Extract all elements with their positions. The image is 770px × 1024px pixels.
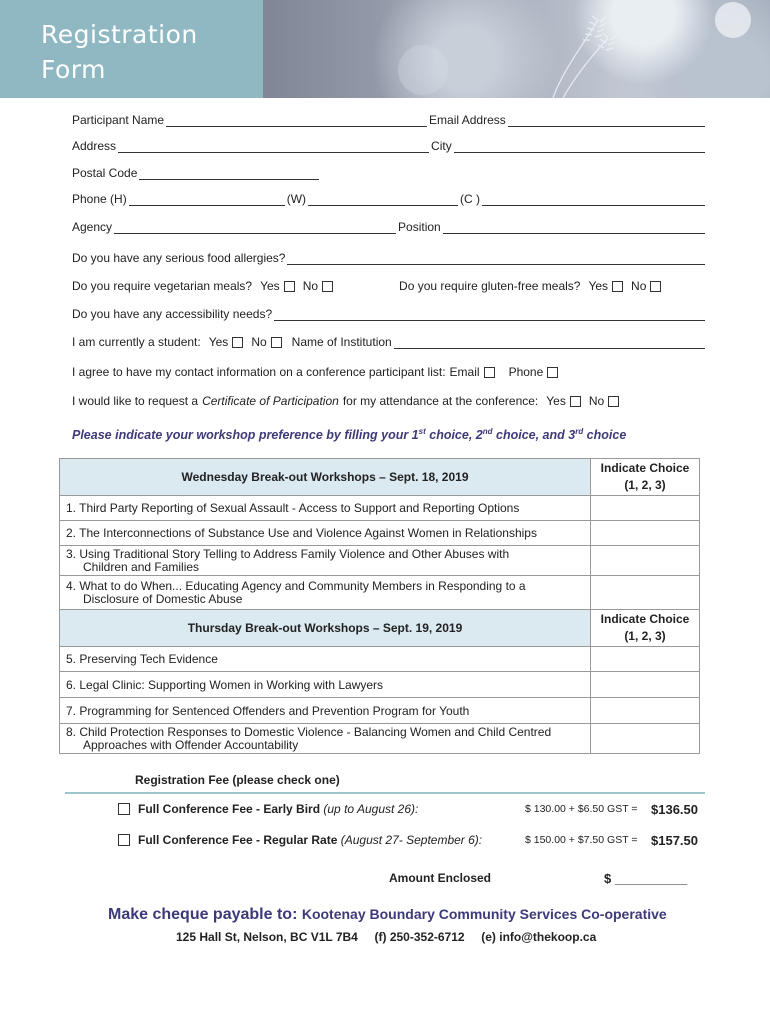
vegetarian-yes-label: Yes xyxy=(260,279,280,293)
gluten-free-no-label: No xyxy=(631,279,647,293)
row-certificate xyxy=(72,394,707,408)
thursday-header-row xyxy=(60,610,700,647)
row-student xyxy=(72,335,707,349)
gluten-free-label: Do you require gluten-free meals? xyxy=(399,279,581,293)
certificate-yes-checkbox[interactable] xyxy=(570,396,581,407)
row-accessibility xyxy=(72,307,707,321)
instruction-sup-2: nd xyxy=(482,427,493,436)
registration-fee-title: Registration Fee (please check one) xyxy=(135,773,340,787)
certificate-no-label: No xyxy=(588,394,605,408)
email-address-label: Email Address xyxy=(429,113,506,127)
position-field[interactable] xyxy=(443,222,705,234)
workshop-item-8 xyxy=(60,724,591,754)
row-postal xyxy=(72,166,707,180)
food-allergies-field[interactable] xyxy=(287,253,705,265)
instruction-sup-1: st xyxy=(418,427,426,436)
regular-rate-label xyxy=(138,833,482,847)
city-field[interactable] xyxy=(454,141,705,153)
wednesday-choice-header xyxy=(591,459,700,496)
row-address-city xyxy=(72,139,707,153)
choice-input-1[interactable] xyxy=(591,496,700,521)
workshop-item-6 xyxy=(60,672,591,698)
banner-photo xyxy=(263,0,770,98)
row-phone xyxy=(72,192,707,206)
student-label: I am currently a student: xyxy=(72,335,201,349)
address-field[interactable] xyxy=(118,141,429,153)
row-meals xyxy=(72,279,707,293)
regular-rate-calc: $ 150.00 + $7.50 GST = xyxy=(525,834,638,846)
certificate-post-label: for my attendance at the conference: xyxy=(342,394,539,408)
instruction-text-d: choice xyxy=(583,428,627,443)
institution-label: Name of Institution xyxy=(291,335,392,349)
thursday-choice-header xyxy=(591,610,700,647)
accessibility-field[interactable] xyxy=(274,309,705,321)
regular-rate-checkbox[interactable] xyxy=(118,834,130,846)
workshop-item-text: 5. Preserving Tech Evidence xyxy=(66,652,218,666)
instruction-text-a: Please indicate your workshop preference by filling your 1 xyxy=(72,428,419,443)
choice-input-6[interactable] xyxy=(591,672,700,698)
instruction-sup-3: rd xyxy=(575,427,584,436)
form-title-line1: Registration xyxy=(41,20,198,49)
row-participant-list xyxy=(72,365,707,379)
early-bird-checkbox[interactable] xyxy=(118,803,130,815)
accessibility-label: Do you have any accessibility needs? xyxy=(72,307,273,321)
workshop-item-text: 3. Using Traditional Story Telling to Address Family Violence and Other Abuses with xyxy=(66,546,510,561)
regular-rate-note: (August 27- September 6): xyxy=(340,833,483,847)
postal-code-field[interactable] xyxy=(139,168,319,180)
workshop-item-5 xyxy=(60,647,591,672)
form-title-line2: Form xyxy=(41,55,106,84)
workshop-table xyxy=(59,458,700,754)
position-label: Position xyxy=(398,220,441,234)
table-row xyxy=(60,724,700,754)
amount-enclosed-field[interactable]: $ __________ xyxy=(604,871,688,886)
phone-home-field[interactable] xyxy=(129,194,285,206)
email-address-field[interactable] xyxy=(508,115,705,127)
participant-list-phone-checkbox[interactable] xyxy=(547,367,558,378)
vegetarian-no-label: No xyxy=(302,279,319,293)
choice-header-line2: (1, 2, 3) xyxy=(624,629,666,643)
vegetarian-no-checkbox[interactable] xyxy=(322,281,333,292)
header-banner xyxy=(0,0,770,98)
table-row xyxy=(60,672,700,698)
workshop-instruction xyxy=(72,427,626,442)
workshop-item-4 xyxy=(60,576,591,610)
table-row xyxy=(60,576,700,610)
workshop-item-text: 8. Child Protection Responses to Domestic Violence - Balancing Women and Child Centred xyxy=(66,724,552,739)
wednesday-header-row xyxy=(60,459,700,496)
workshop-item-1 xyxy=(60,496,591,521)
phone-cell-field[interactable] xyxy=(482,194,705,206)
workshop-item-text: 6. Legal Clinic: Supporting Women in Working with Lawyers xyxy=(66,677,384,692)
student-yes-label: Yes xyxy=(208,335,229,349)
gluten-free-yes-label: Yes xyxy=(588,279,609,293)
choice-input-8[interactable] xyxy=(591,724,700,754)
gluten-free-no-checkbox[interactable] xyxy=(650,281,661,292)
choice-input-2[interactable] xyxy=(591,521,700,546)
workshop-item-text: 4. What to do When... Educating Agency and Community Members in Responding to a xyxy=(66,578,526,593)
participant-list-email-checkbox[interactable] xyxy=(484,367,495,378)
participant-list-label: I agree to have my contact information on a conference participant list: xyxy=(72,365,446,379)
early-bird-label-text: Full Conference Fee - Early Bird xyxy=(138,802,321,816)
gluten-free-yes-checkbox[interactable] xyxy=(612,281,623,292)
fee-early-bird-row xyxy=(118,802,703,816)
participant-list-email-label: Email xyxy=(449,365,480,379)
participant-name-field[interactable] xyxy=(166,115,427,127)
regular-rate-total: $157.50 xyxy=(651,832,698,848)
row-agency-position xyxy=(72,220,707,234)
payable-label: Make cheque payable to: xyxy=(108,906,298,923)
postal-code-label: Postal Code xyxy=(72,166,138,180)
contact-info: 125 Hall St, Nelson, BC V1L 7B4 (f) 250-352-6712 (e) info@thekoop.ca xyxy=(176,930,597,944)
choice-header-line1: Indicate Choice xyxy=(600,461,690,475)
choice-header-line2: (1, 2, 3) xyxy=(624,478,666,492)
agency-label: Agency xyxy=(72,220,113,234)
form-title xyxy=(0,0,263,98)
food-allergies-label: Do you have any serious food allergies? xyxy=(72,251,286,265)
choice-input-4[interactable] xyxy=(591,576,700,610)
amount-enclosed-label: Amount Enclosed xyxy=(389,871,492,885)
address-label: Address xyxy=(72,139,117,153)
student-no-checkbox[interactable] xyxy=(271,337,282,348)
phone-home-label: Phone (H) xyxy=(72,192,127,206)
participant-name-label: Participant Name xyxy=(72,113,165,127)
row-allergies xyxy=(72,251,707,265)
early-bird-total: $136.50 xyxy=(651,801,698,817)
fee-divider xyxy=(65,792,705,794)
early-bird-label xyxy=(138,802,418,816)
table-row xyxy=(60,496,700,521)
workshop-item-7 xyxy=(60,698,591,724)
choice-input-5[interactable] xyxy=(591,647,700,672)
fee-regular-row xyxy=(118,833,703,847)
table-row xyxy=(60,546,700,576)
row-name-email xyxy=(72,113,707,127)
phone-work-label: (W) xyxy=(286,192,307,206)
certificate-yes-label: Yes xyxy=(546,394,566,408)
certificate-no-checkbox[interactable] xyxy=(608,396,619,407)
student-yes-checkbox[interactable] xyxy=(232,337,243,348)
choice-header-line1: Indicate Choice xyxy=(600,612,690,626)
table-row xyxy=(60,698,700,724)
early-bird-note: (up to August 26): xyxy=(323,802,419,816)
certificate-pre-label: I would like to request a xyxy=(72,394,199,408)
student-no-label: No xyxy=(251,335,267,349)
workshop-item-2 xyxy=(60,521,591,546)
workshop-item-text-cont: Approaches with Offender Accountability xyxy=(83,737,299,752)
table-row xyxy=(60,521,700,546)
workshop-item-3 xyxy=(60,546,591,576)
wednesday-title: Wednesday Break-out Workshops – Sept. 18, 2019 xyxy=(60,459,591,496)
instruction-text-b: choice, 2 xyxy=(425,428,483,443)
agency-field[interactable] xyxy=(114,222,396,234)
workshop-item-text-cont: Children and Families xyxy=(83,559,200,574)
participant-list-phone-label: Phone xyxy=(508,365,544,379)
instruction-text-c: choice, and 3 xyxy=(492,428,576,443)
workshop-item-text-cont: Disclosure of Domestic Abuse xyxy=(83,591,243,606)
workshop-item-text: 2. The Interconnections of Substance Use and Violence Against Women in Relationships xyxy=(66,526,537,540)
certificate-title: Certificate of Participation xyxy=(202,394,339,408)
vegetarian-yes-checkbox[interactable] xyxy=(284,281,295,292)
vegetarian-label: Do you require vegetarian meals? xyxy=(72,279,253,293)
city-label: City xyxy=(431,139,452,153)
early-bird-calc: $ 130.00 + $6.50 GST = xyxy=(525,803,638,815)
regular-rate-label-text: Full Conference Fee - Regular Rate xyxy=(138,833,338,847)
thursday-title: Thursday Break-out Workshops – Sept. 19, 2019 xyxy=(60,610,591,647)
choice-input-7[interactable] xyxy=(591,698,700,724)
phone-work-field[interactable] xyxy=(308,194,458,206)
phone-cell-label: (C ) xyxy=(460,192,481,206)
workshop-item-text: 7. Programming for Sentenced Offenders and Prevention Program for Youth xyxy=(66,703,470,718)
institution-field[interactable] xyxy=(394,337,705,349)
wheat-plant-image xyxy=(263,0,770,98)
organization-name: Kootenay Boundary Community Services Co-operative xyxy=(301,906,667,922)
choice-input-3[interactable] xyxy=(591,546,700,576)
cheque-payable xyxy=(108,906,667,924)
table-row xyxy=(60,647,700,672)
workshop-item-text: 1. Third Party Reporting of Sexual Assault - Access to Support and Reporting Options xyxy=(66,501,520,515)
